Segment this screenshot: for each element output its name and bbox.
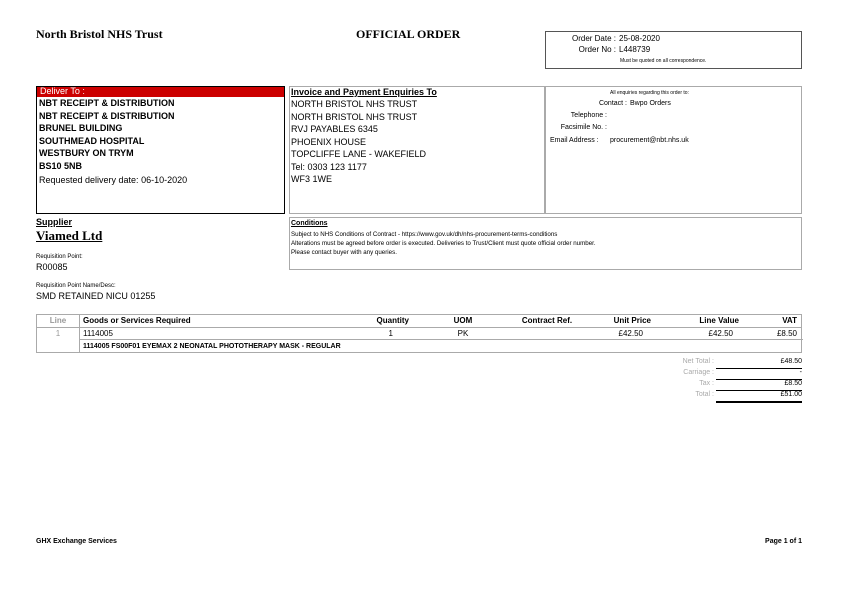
quote-note: Must be quoted on all correspondence. <box>620 58 707 64</box>
email-value: procurement@nbt.nhs.uk <box>610 137 689 144</box>
row-line: 1 <box>55 329 61 338</box>
deliver-to-box <box>36 86 285 214</box>
org-name: North Bristol NHS Trust <box>36 27 163 41</box>
col-uom: UOM <box>453 316 473 325</box>
address-line: NORTH BRISTOL NHS TRUST <box>291 99 418 109</box>
telephone-label: Telephone : <box>570 112 607 119</box>
row-line-value: £42.50 <box>708 329 733 338</box>
col-line: Line <box>49 316 67 325</box>
row-quantity: 1 <box>388 329 393 338</box>
fax-label: Facsimile No. : <box>560 124 607 131</box>
requisition-point-name-label: Requisition Point Name/Desc: <box>36 283 116 289</box>
address-line: BS10 5NB <box>39 160 83 171</box>
carriage-value: - <box>799 369 802 376</box>
col-quantity: Quantity <box>376 316 409 325</box>
condition-line: Alterations must be agreed before order is executed. Deliveries to Trust/Client must quote official order number. <box>291 240 596 247</box>
row-uom: PK <box>457 329 469 338</box>
net-total-value: £48.50 <box>780 358 802 365</box>
requisition-point-label: Requisition Point: <box>36 254 83 260</box>
order-no-label: Order No : <box>578 45 616 54</box>
order-no: L448739 <box>619 45 651 54</box>
tax-value: £8.50 <box>784 380 802 387</box>
footer-page: Page 1 of 1 <box>765 538 802 545</box>
col-vat: VAT <box>782 316 797 325</box>
order-date-label: Order Date : <box>571 34 616 43</box>
address-line: PHOENIX HOUSE <box>291 136 367 147</box>
order-info-box <box>545 31 802 69</box>
conditions-title: Conditions <box>291 220 328 227</box>
address-line: NBT RECEIPT & DISTRIBUTION <box>39 110 175 121</box>
table-header-row <box>37 315 801 327</box>
row-unit-price: £42.50 <box>618 329 643 338</box>
condition-line: Please contact buyer with any queries. <box>291 249 397 256</box>
row-contract <box>507 328 587 340</box>
total-value: £51.00 <box>780 391 802 398</box>
email-label: Email Address : <box>550 137 599 144</box>
requested-delivery-date: Requested delivery date: 06-10-2020 <box>39 175 188 185</box>
carriage-label: Carriage : <box>683 369 714 376</box>
address-line: SOUTHMEAD HOSPITAL <box>39 135 145 146</box>
footer-left: GHX Exchange Services <box>36 538 117 545</box>
contact-label: Contact : <box>598 100 627 107</box>
conditions-text <box>291 230 596 257</box>
col-contract: Contract Ref. <box>521 316 573 325</box>
enquiries-box <box>545 86 802 214</box>
invoice-box <box>289 86 545 214</box>
col-unit-price: Unit Price <box>613 316 651 325</box>
row-code: 1114005 <box>83 329 113 338</box>
deliver-to-title: Deliver To : <box>40 86 85 96</box>
enquiries-title: All enquiries regarding this order to: <box>610 90 689 96</box>
net-total-label: Net Total : <box>682 358 714 365</box>
supplier-title: Supplier <box>36 217 73 227</box>
conditions-box <box>289 217 802 270</box>
col-line-value: Line Value <box>699 316 739 325</box>
address-line: BRUNEL BUILDING <box>39 123 123 133</box>
invoice-address <box>291 98 426 186</box>
address-line: NORTH BRISTOL NHS TRUST <box>291 111 418 122</box>
invoice-title: Invoice and Payment Enquiries To <box>291 87 437 97</box>
address-line: NBT RECEIPT & DISTRIBUTION <box>39 98 175 108</box>
order-date: 25-08-2020 <box>619 34 660 43</box>
total-label: Total : <box>695 391 714 398</box>
address-line: WESTBURY ON TRYM <box>39 148 134 158</box>
col-goods: Goods or Services Required <box>83 316 191 325</box>
deliver-to-address <box>39 97 175 172</box>
requisition-point-name: SMD RETAINED NICU 01255 <box>36 291 156 301</box>
address-line: WF3 1WE <box>291 174 333 184</box>
row-description: 1114005 FS00F01 EYEMAX 2 NEONATAL PHOTOTHERAPY MASK - REGULAR <box>83 343 341 350</box>
contact-value: Bwpo Orders <box>630 100 671 107</box>
document-title: OFFICIAL ORDER <box>356 27 461 41</box>
address-line: TOPCLIFFE LANE - WAKEFIELD <box>291 149 427 159</box>
requisition-point: R00085 <box>36 262 68 272</box>
address-line: Tel: 0303 123 1177 <box>291 161 367 172</box>
items-table <box>36 314 802 353</box>
address-line: RVJ PAYABLES 6345 <box>291 124 378 134</box>
row-vat: £8.50 <box>776 329 797 338</box>
supplier-name: Viamed Ltd <box>36 228 103 243</box>
condition-line: Subject to NHS Conditions of Contract - https://www.gov.uk/dh/nhs-procurement-terms-conditions <box>291 231 558 238</box>
tax-label: Tax : <box>699 380 714 387</box>
table-row <box>37 328 801 340</box>
